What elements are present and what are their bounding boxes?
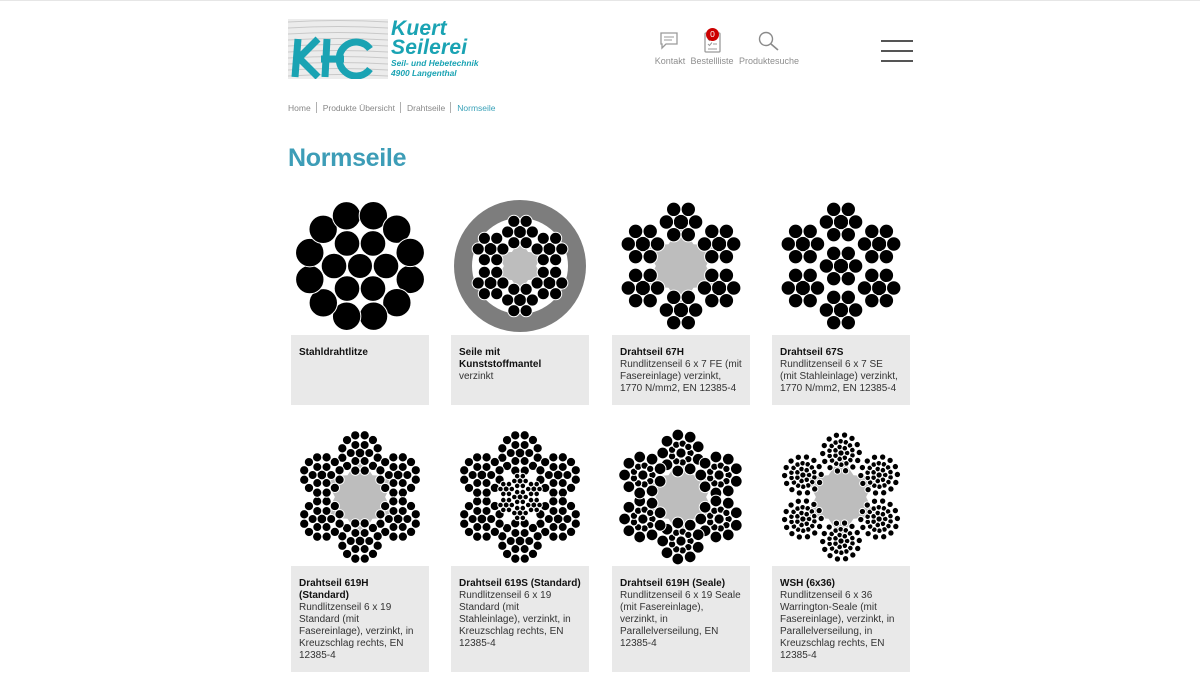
- rope-cross-section-image: [612, 428, 750, 566]
- product-desc: Rundlitzenseil 6 x 19 Standard (mit Fasereinlage), verzinkt, in Kreuzschlag rechts, EN 12385-4: [299, 602, 414, 661]
- product-info: [291, 335, 429, 405]
- rope-cross-section-image: [291, 197, 429, 335]
- product-name: Drahtseil 619H (Seale): [620, 578, 726, 589]
- kontakt-link[interactable]: [653, 30, 687, 66]
- bestellliste-link[interactable]: [690, 30, 734, 66]
- product-info: [612, 566, 750, 672]
- logo-title: [391, 19, 467, 57]
- product-desc: Rundlitzenseil 6 x 7 FE (mit Fasereinlage) verzinkt, 1770 N/mm2, EN 12385-4: [620, 359, 742, 394]
- product-info: [451, 566, 589, 672]
- breadcrumb: [288, 102, 496, 113]
- breadcrumb-produkte[interactable]: Produkte Übersicht: [322, 102, 395, 113]
- product-name: Drahtseil 67S: [780, 347, 844, 358]
- product-desc: Rundlitzenseil 6 x 36 Warrington-Seale (mit Fasereinlage), verzinkt, in Parallelverseilung, in Kreuzschlag rechts, EN 12385-4: [780, 590, 895, 661]
- kontakt-label: Kontakt: [654, 56, 686, 66]
- menu-line: [881, 50, 913, 52]
- breadcrumb-separator: [316, 102, 317, 113]
- chat-icon: [659, 30, 681, 52]
- breadcrumb-separator: [450, 102, 451, 113]
- menu-line: [881, 40, 913, 42]
- logo-subtitle: [391, 59, 479, 78]
- rope-cross-section-image: [612, 197, 750, 335]
- product-name: Drahtseil 67H: [620, 347, 684, 358]
- hamburger-menu-button[interactable]: [881, 40, 913, 62]
- logo-sub-line1: Seil- und Hebetechnik: [391, 58, 479, 68]
- product-desc: verzinkt: [459, 371, 494, 382]
- breadcrumb-separator: [400, 102, 401, 113]
- product-info: [451, 335, 589, 405]
- rope-cross-section-image: [291, 428, 429, 566]
- product-info: [772, 335, 910, 405]
- company-logo[interactable]: [288, 19, 486, 83]
- rope-cross-section-image: [451, 428, 589, 566]
- product-info: [772, 566, 910, 672]
- bestellliste-label: Bestellliste: [690, 56, 734, 66]
- top-divider: [0, 0, 1200, 1]
- product-info: [612, 335, 750, 405]
- logo-sub-line2: 4900 Langenthal: [391, 67, 457, 78]
- logo-title-line1: Kuert: [391, 17, 447, 40]
- product-desc: Rundlitzenseil 6 x 19 Seale (mit Fasereinlage), verzinkt, in Parallelverseilung, EN 12385-4: [620, 590, 741, 649]
- product-name: Drahtseil 619H (Standard): [299, 578, 369, 601]
- rope-cross-section-image: [451, 197, 589, 335]
- breadcrumb-current: Normseile: [457, 102, 496, 113]
- search-icon: [757, 30, 781, 52]
- product-desc: Rundlitzenseil 6 x 7 SE (mit Stahleinlage) verzinkt, 1770 N/mm2, EN 12385-4: [780, 359, 898, 394]
- product-desc: Rundlitzenseil 6 x 19 Standard (mit Stahleinlage), verzinkt, in Kreuzschlag rechts, EN 12385-4: [459, 590, 571, 649]
- product-name: Drahtseil 619S (Standard): [459, 578, 581, 589]
- produktsuche-link[interactable]: [739, 30, 799, 66]
- breadcrumb-drahtseile[interactable]: Drahtseile: [406, 102, 446, 113]
- product-name: WSH (6x36): [780, 578, 836, 589]
- produktsuche-label: Produktesuche: [739, 56, 800, 66]
- product-name: Seile mit Kunststoffmantel: [459, 347, 542, 370]
- product-name: Stahldrahtlitze: [299, 347, 368, 358]
- breadcrumb-home[interactable]: Home: [288, 102, 311, 113]
- logo-title-line2: Seilerei: [391, 36, 468, 59]
- product-info: [291, 566, 429, 672]
- menu-line: [881, 60, 913, 62]
- rope-cross-section-image: [772, 428, 910, 566]
- rope-cross-section-image: [772, 197, 910, 335]
- cart-count-badge: 0: [706, 28, 719, 41]
- page-title: Normseile: [288, 144, 407, 172]
